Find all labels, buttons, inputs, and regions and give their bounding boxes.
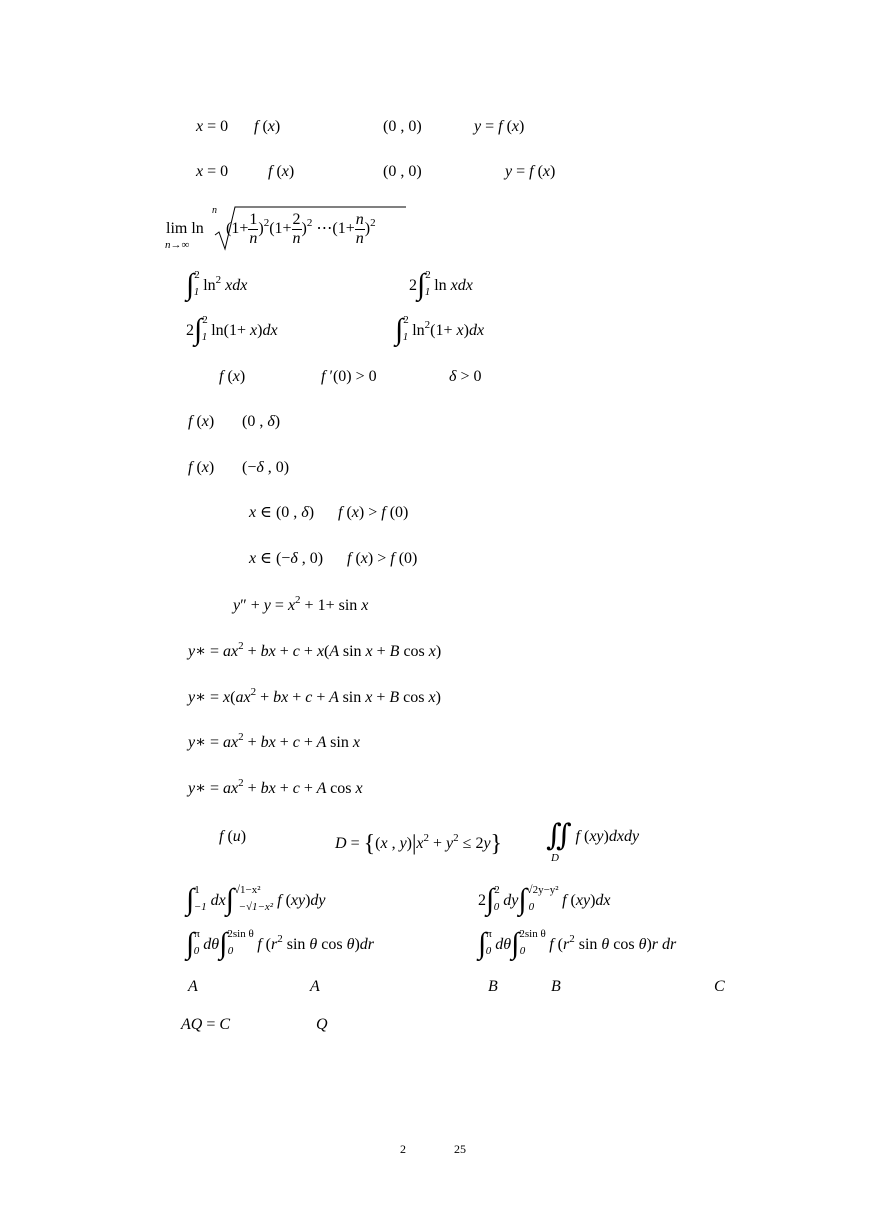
q3-x-in-neg: x ∈ (−δ , 0) [249,550,324,567]
ode-opt-a: y∗ = $ax^2$ + bx + c + x(A sin x + B cos x) [188,640,442,660]
math-x0: x = 0 [196,118,229,135]
math-x0-2: x = 0 [196,163,229,180]
math-fx: f (x) [254,118,281,135]
ode-equation: $y'' + y = x^2 + 1+ \sin x$ [233,594,369,614]
ode-opt-c: y∗ = $ax^2$ + bx + c + A sin x [188,731,360,751]
math-yfx: y = f (x) [474,118,525,135]
math-yfx-2: y = f (x) [505,163,556,180]
math-origin: (0 , 0) [383,118,422,135]
q5-double-integral: ∬ f (xy)dxdy [546,819,640,852]
q3-fx-gt-f0: f (x) > f (0) [338,504,409,521]
footer-page-num: 2 [400,1142,406,1156]
q3-delta: δ > 0 [449,368,482,385]
q3-interval-neg: (−δ , 0) [242,459,290,476]
q6-label-b2: B [551,978,561,995]
limit-sub: n→∞ [165,239,190,251]
opt-int-ln2: ∫$^2_1$ $\ln^2$ xdx [186,268,248,301]
q6-label-c: C [714,978,725,995]
opt-2int-ln: 2∫$^2_1$ ln xdx [409,268,473,301]
q6-q: Q [316,1016,328,1033]
opt-2int-ln1x: 2∫$^2_1$ ln(1+ x)dx [186,313,278,346]
q5-opt-2: 2∫$^2_0$ dy∫$^{√2y-y^2}_0$ f (xy)dx [478,883,611,916]
q5-opt-1: ∫$^1_{-1}$ dx∫$^{√1-x^2}_{-√1-x^2}$ f (xy)dy [186,883,326,916]
limit-product: (1+ $\frac{1}{n}$ )$^2$(1+ $\frac{2}{n}$ )$^2$ ⋯(1+ $\frac{n}{n}$ )$^2$ [226,211,376,247]
footer-total-pages: 25 [454,1142,466,1156]
q3-interval-pos: (0 , δ) [242,413,281,430]
q3-fx-gt-f0-2: f (x) > f (0) [347,550,418,567]
q3-fx-2: f (x) [188,413,215,430]
q3-fx: f (x) [219,368,246,385]
q6-label-b1: B [488,978,498,995]
root-index: n [212,205,217,216]
q5-fu: f (u) [219,828,247,845]
q6-aqc: AQ = C [181,1016,231,1033]
limit-label: lim ln [166,220,204,237]
q3-fx-3: f (x) [188,459,215,476]
q3-fprime: f ′(0) > 0 [321,368,377,385]
q6-label-a1: A [188,978,198,995]
q3-x-in-pos: x ∈ (0 , δ) [249,504,315,521]
q5-domain: D = {(x , $y)|x^2 + y^2 \le 2y$} [335,830,503,857]
opt-int-ln2-1x: ∫$^2_1$ $\ln^2(1+ x)dx$ [395,313,485,346]
ode-opt-b: y∗ = $x(ax^2$ + bx + c + A sin x + B cos x) [188,686,441,706]
math-origin-2: (0 , 0) [383,163,422,180]
q5-region-label: D [551,852,559,864]
ode-opt-d: y∗ = $ax^2$ + bx + c + A cos x [188,777,363,797]
q5-opt-3: ∫$^\pi_0$ dθ∫$^{2sin \theta}_0$ f ($r^2$ sin θ cos θ)dr [186,927,375,960]
math-fx-2: f (x) [268,163,295,180]
q5-opt-4: ∫$^\pi_0$ dθ∫$^{2sin \theta}_0$ f ($r^2$ sin θ cos θ)r dr [478,927,677,960]
q6-label-a2: A [310,978,320,995]
